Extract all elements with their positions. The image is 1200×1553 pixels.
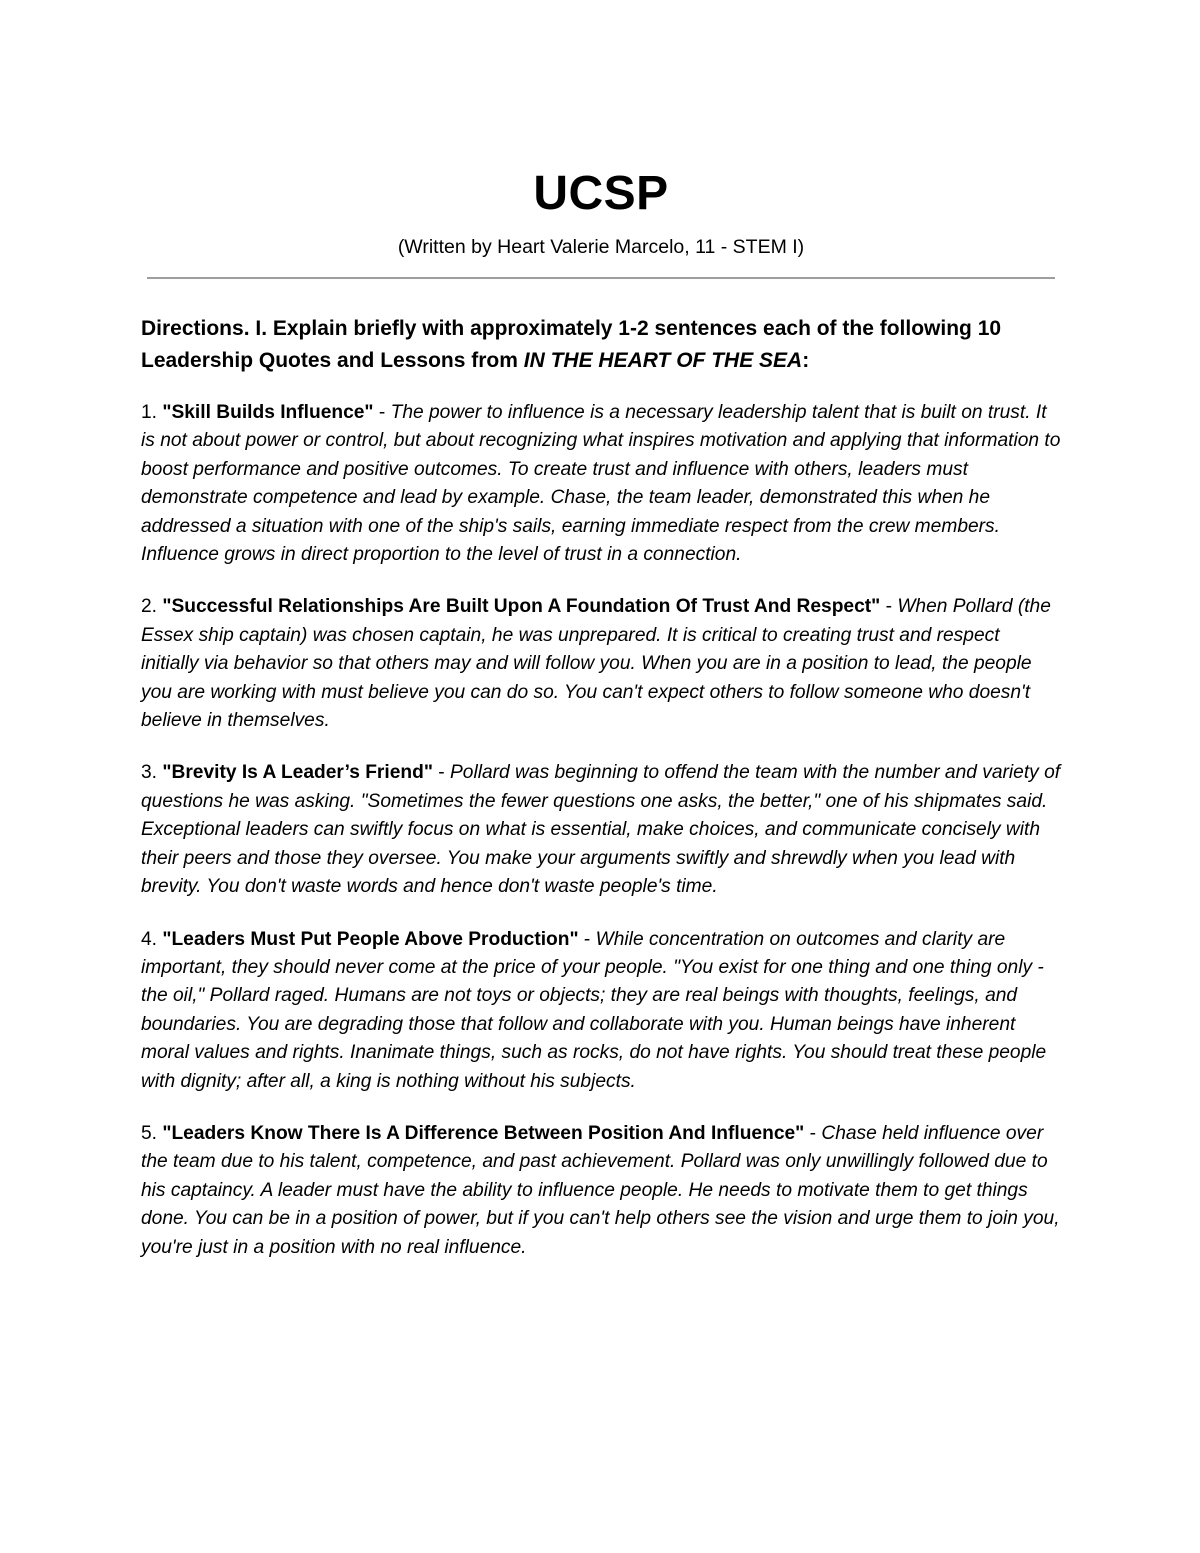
lesson-separator: -: [373, 402, 391, 423]
lesson-item-2: [141, 593, 1061, 735]
directions-film-title: IN THE HEART OF THE SEA: [523, 349, 803, 372]
lesson-quote: "Leaders Must Put People Above Production": [162, 928, 579, 950]
lesson-separator: -: [432, 762, 450, 784]
lesson-number: 3.: [141, 762, 158, 784]
lesson-separator: -: [804, 1122, 822, 1144]
lesson-explanation: While concentration on outcomes and clarity are important, they should never come at the price of your people. "You exist for one thing and one thing only - the oil," Pollard raged. Humans are not toys or objects; they are real beings with thoughts, feelings, and boundaries. You are degrading those that follow and collaborate with you. Human beings have inherent moral values and rights. Inanimate things, such as rocks, do not have rights. You should treat these people with dignity; after all, a king is nothing without his subjects.: [141, 928, 1047, 1092]
document-byline: (Written by Heart Valerie Marcelo, 11 - STEM I): [397, 236, 805, 258]
lesson-explanation: The power to influence is a necessary leadership talent that is built on trust. It is not about power or control, but about recognizing what inspires motivation and applying that information to boost performance and positive outcomes. To create trust and influence with others, leaders must demonstrate competence and lead by example. Chase, the team leader, demonstrated this when he addressed a situation with one of the ship's sails, earning immediate respect from the crew members. Influence grows in direct proportion to the level of trust in a connection.: [141, 402, 1061, 566]
lesson-number: 4.: [141, 928, 158, 950]
lesson-item-3: [141, 759, 1061, 901]
document-title: UCSP: [533, 167, 669, 220]
lessons-list: [141, 399, 1061, 1286]
lesson-quote: "Brevity Is A Leader’s Friend": [162, 762, 433, 784]
lesson-separator: -: [880, 596, 898, 618]
lesson-explanation: Pollard was beginning to offend the team with the number and variety of questions he was asking. "Sometimes the fewer questions one asks, the better," one of his shipmates said. Exceptional leaders can swiftly focus on what is essential, make choices, and communicate concisely with their peers and those they oversee. You make your arguments swiftly and shrewdly when you lead with brevity. You don't waste words and hence don't waste people's time.: [141, 762, 1061, 898]
lesson-explanation: Chase held influence over the team due to his talent, competence, and past achievement. Pollard was only unwillingly followed due to his captaincy. A leader must have the ability to influence people. He needs to motivate them to get things done. You can be in a position of power, but if you can't help others see the vision and urge them to join you, you're just in a position with no real influence.: [141, 1122, 1060, 1258]
directions-suffix: :: [802, 349, 810, 372]
lesson-number: 1.: [141, 402, 158, 423]
lesson-item-5: [141, 1120, 1061, 1262]
directions-paragraph: [141, 313, 1061, 377]
lesson-quote: "Leaders Know There Is A Difference Between Position And Influence": [162, 1122, 805, 1144]
lesson-number: 2.: [141, 596, 158, 618]
lesson-quote: "Successful Relationships Are Built Upon A Foundation Of Trust And Respect": [162, 596, 881, 618]
horizontal-rule: [147, 277, 1055, 279]
lesson-explanation: When Pollard (the Essex ship captain) was chosen captain, he was unprepared. It is critical to creating trust and respect initially via behavior so that others may and will follow you. When you are in a position to lead, the people you are working with must believe you can do so. You can't expect others to follow someone who doesn't believe in themselves.: [141, 596, 1051, 732]
lesson-item-1: [141, 399, 1061, 569]
lesson-number: 5.: [141, 1122, 158, 1144]
lesson-item-4: [141, 926, 1061, 1096]
directions-prefix: Directions. I. Explain briefly with approximately 1-2 sentences each of the following 10 Leadership Quotes and Lessons from: [141, 317, 1002, 372]
lesson-quote: "Skill Builds Influence": [162, 402, 374, 423]
lesson-separator: -: [578, 928, 596, 950]
